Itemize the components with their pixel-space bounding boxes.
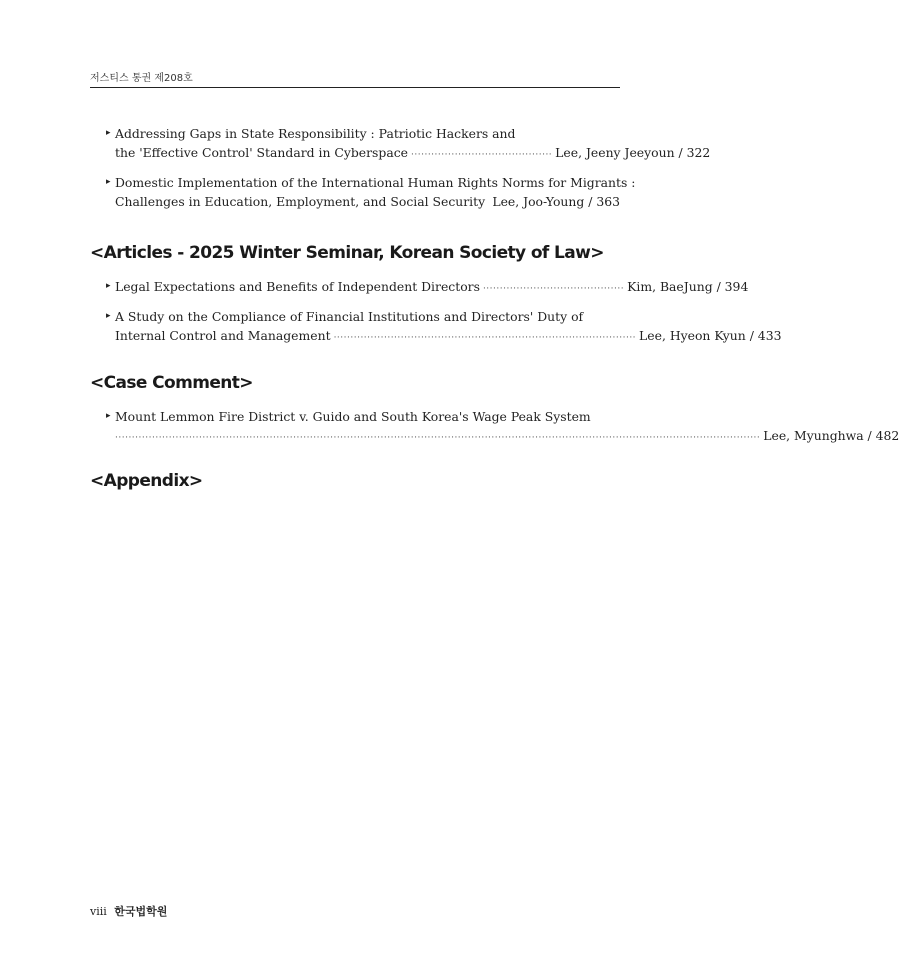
toc-entry[interactable]: [106, 407, 899, 448]
running-title: 저스티스 통권 제208호: [90, 73, 193, 84]
entry-title-line2: the 'Effective Control' Standard in Cyberspace: [115, 145, 409, 160]
bullet-icon: ▸: [106, 411, 111, 421]
entry-author-page: Lee, Hyeon Kyun / 433: [639, 328, 782, 343]
entry-title-line1: Domestic Implementation of the International Human Rights Norms for Migrants :: [115, 175, 636, 190]
page-footer: [90, 903, 167, 919]
entry-author-page: Lee, Joo-Young / 363: [492, 194, 620, 209]
entry-title-line1: Addressing Gaps in State Responsibility : Patriotic Hackers and: [115, 126, 516, 141]
leader-dots: ··························································································: [333, 333, 637, 343]
leader-dots: ··········································: [411, 150, 553, 160]
entry-title-line2: Challenges in Education, Employment, and Social Security: [115, 194, 486, 209]
leader-dots: ································································································································································································: [115, 433, 761, 443]
entry-title-line1: A Study on the Compliance of Financial Institutions and Directors' Duty of: [115, 309, 584, 324]
entry-author-page: Lee, Myunghwa / 482: [763, 428, 899, 443]
entry-author-page: Lee, Jeeny Jeeyoun / 322: [555, 145, 711, 160]
toc-entry[interactable]: [106, 307, 782, 348]
bullet-icon: ▸: [106, 177, 111, 187]
section-heading-seminar: <Articles - 2025 Winter Seminar, Korean Society of Law>: [90, 243, 604, 263]
leader-dots: [488, 195, 489, 214]
bullet-icon: ▸: [106, 128, 111, 138]
bullet-icon: ▸: [106, 281, 111, 291]
section-heading-appendix: <Appendix>: [90, 471, 203, 491]
entry-title-line2: Internal Control and Management: [115, 328, 331, 343]
entry-title: Legal Expectations and Benefits of Independent Directors: [115, 279, 480, 294]
leader-dots: ··········································: [482, 284, 625, 294]
running-header: [90, 69, 620, 88]
toc-entry[interactable]: [106, 277, 749, 299]
institution-name: 한국법학원: [114, 905, 168, 918]
entry-title-line1: Mount Lemmon Fire District v. Guido and South Korea's Wage Peak System: [115, 409, 591, 424]
toc-entry[interactable]: [106, 173, 636, 214]
section-heading-case-comment: <Case Comment>: [90, 373, 253, 393]
toc-entry[interactable]: [106, 124, 711, 165]
entry-author-page: Kim, BaeJung / 394: [627, 279, 749, 294]
page-number: viii: [90, 905, 107, 918]
bullet-icon: ▸: [106, 311, 111, 321]
